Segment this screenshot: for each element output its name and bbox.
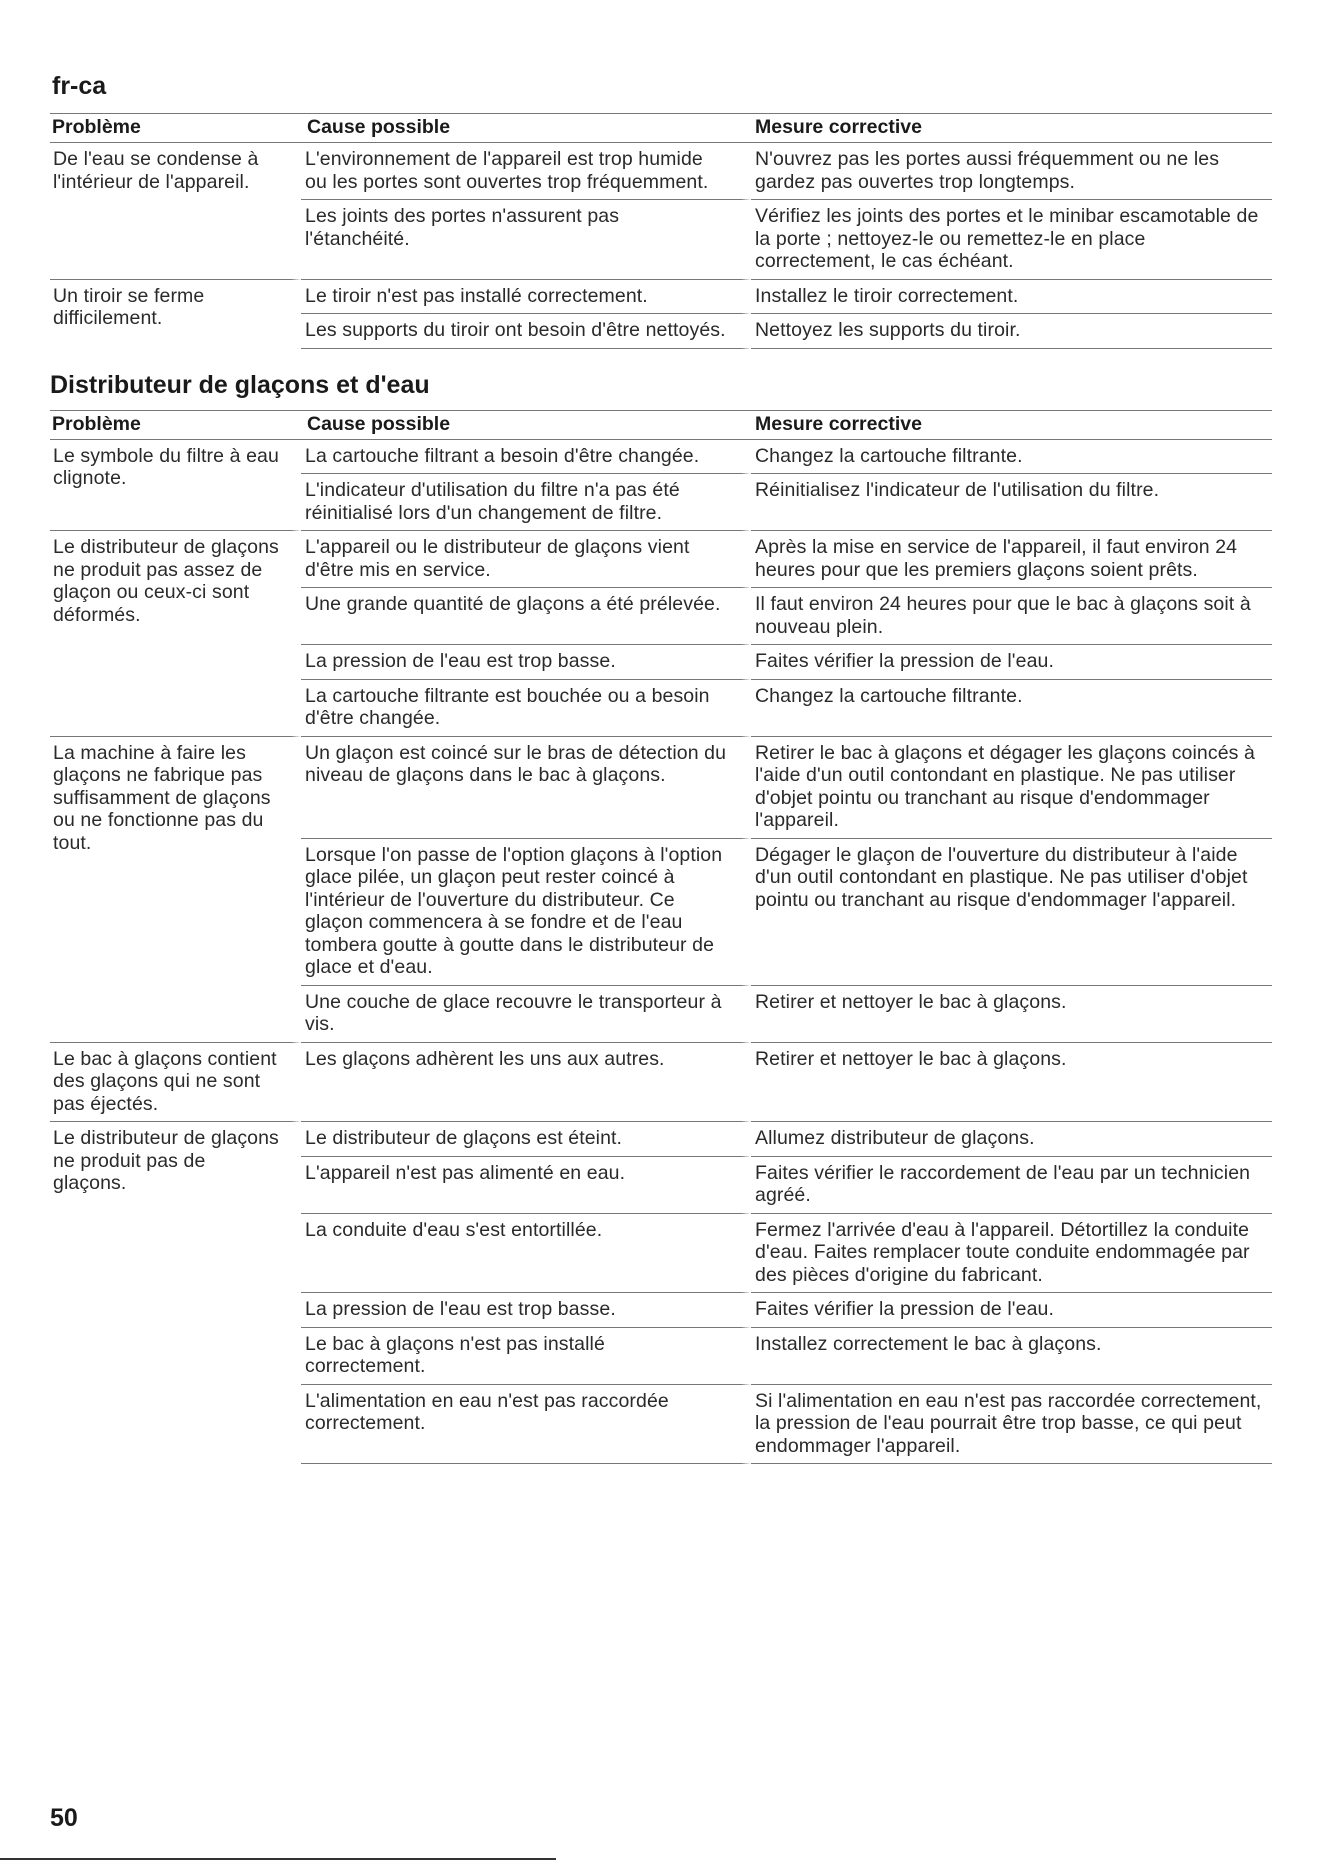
fix-cell: Installez correctement le bac à glaçons.: [751, 1327, 1272, 1384]
cause-cell: L'environnement de l'appareil est trop humide ou les portes sont ouvertes trop fréquemment.: [301, 143, 751, 199]
section-title-ice-water-dispenser: Distributeur de glaçons et d'eau: [50, 370, 430, 399]
problem-cell: De l'eau se condense à l'intérieur de l'appareil.: [50, 143, 301, 279]
problem-cell: Le bac à glaçons contient des glaçons qui ne sont pas éjectés.: [50, 1042, 301, 1122]
cause-cell: La cartouche filtrant a besoin d'être changée.: [301, 440, 751, 474]
problem-cell: La machine à faire les glaçons ne fabrique pas suffisamment de glaçons ou ne fonctionne pas du tout.: [50, 736, 301, 1042]
language-tag: fr-ca: [52, 72, 107, 100]
cause-cell: Le tiroir n'est pas installé correctement.: [301, 279, 751, 314]
cause-cell: La pression de l'eau est trop basse.: [301, 644, 751, 679]
problem-cell: Un tiroir se ferme difficilement.: [50, 279, 301, 349]
cause-cell: L'alimentation en eau n'est pas raccordée correctement.: [301, 1384, 751, 1465]
table-row: [50, 143, 1272, 199]
table-row: [50, 736, 1272, 838]
fix-cell: Faites vérifier le raccordement de l'eau par un technicien agréé.: [751, 1156, 1272, 1213]
cause-cell: La conduite d'eau s'est entortillée.: [301, 1213, 751, 1293]
cause-cell: L'appareil n'est pas alimenté en eau.: [301, 1156, 751, 1213]
header-problem: Problème: [50, 410, 301, 440]
fix-cell: Changez la cartouche filtrante.: [751, 679, 1272, 736]
cause-cell: Lorsque l'on passe de l'option glaçons à l'option glace pilée, un glaçon peut rester coincé à l'intérieur de l'ouverture du distributeur. Ce glaçon commencera à se fondre et de l'eau tombera goutte à goutte dans le distributeur de glace et d'eau.: [301, 838, 751, 985]
cause-cell: Une grande quantité de glaçons a été prélevée.: [301, 587, 751, 644]
header-fix: Mesure corrective: [751, 113, 1272, 143]
fix-cell: Fermez l'arrivée d'eau à l'appareil. Détortillez la conduite d'eau. Faites remplacer toute conduite endommagée par des pièces d'origine du fabricant.: [751, 1213, 1272, 1293]
fix-cell: Réinitialisez l'indicateur de l'utilisation du filtre.: [751, 473, 1272, 530]
manual-page: [50, 72, 1272, 1464]
fix-cell: Retirer et nettoyer le bac à glaçons.: [751, 1042, 1272, 1122]
troubleshooting-table-dispenser: [50, 410, 1272, 1465]
fix-cell: Il faut environ 24 heures pour que le bac à glaçons soit à nouveau plein.: [751, 587, 1272, 644]
fix-cell: Vérifiez les joints des portes et le minibar escamotable de la porte ; nettoyez-le ou remettez-le en place correctement, le cas échéant.: [751, 199, 1272, 279]
troubleshooting-table-general: [50, 113, 1272, 349]
table-header-row: [50, 113, 1272, 143]
header-fix: Mesure corrective: [751, 410, 1272, 440]
cause-cell: Les supports du tiroir ont besoin d'être nettoyés.: [301, 313, 751, 349]
fix-cell: N'ouvrez pas les portes aussi fréquemment ou ne les gardez pas ouvertes trop longtemps.: [755, 148, 1220, 193]
fix-cell: Faites vérifier la pression de l'eau.: [751, 1292, 1272, 1327]
table-body: [50, 440, 1272, 1465]
fix-cell: Nettoyez les supports du tiroir.: [751, 313, 1272, 349]
table-body: [50, 143, 1272, 349]
problem-cell: Le distributeur de glaçons ne produit pas assez de glaçon ou ceux-ci sont déformés.: [50, 530, 301, 736]
page-number: 50: [50, 1804, 78, 1832]
fix-cell: Allumez distributeur de glaçons.: [751, 1121, 1272, 1156]
header-cause: Cause possible: [301, 410, 751, 440]
cause-cell: Les glaçons adhèrent les uns aux autres.: [301, 1042, 751, 1122]
cause-cell: L'indicateur d'utilisation du filtre n'a pas été réinitialisé lors d'un changement de filtre.: [301, 473, 751, 530]
table-row: [50, 279, 1272, 314]
header-cause: Cause possible: [301, 113, 751, 143]
bottom-rule: [0, 1858, 556, 1860]
fix-cell: Retirer et nettoyer le bac à glaçons.: [751, 985, 1272, 1042]
table-row: [50, 1042, 1272, 1122]
header-problem: Problème: [50, 113, 301, 143]
table-header-row: [50, 410, 1272, 440]
fix-cell: Dégager le glaçon de l'ouverture du distributeur à l'aide d'un outil contondant en plastique. Ne pas utiliser d'objet pointu ou tranchant au risque d'endommager l'appareil.: [751, 838, 1272, 985]
table-row: [50, 1121, 1272, 1156]
cause-cell: La pression de l'eau est trop basse.: [301, 1292, 751, 1327]
cause-cell: Un glaçon est coincé sur le bras de détection du niveau de glaçons dans le bac à glaçons.: [301, 736, 751, 838]
problem-cell: Le symbole du filtre à eau clignote.: [50, 440, 301, 531]
cause-cell: Une couche de glace recouvre le transporteur à vis.: [301, 985, 751, 1042]
fix-cell: Si l'alimentation en eau n'est pas raccordée correctement, la pression de l'eau pourrait être trop basse, ce qui peut endommager l'appareil.: [751, 1384, 1272, 1465]
cause-cell: La cartouche filtrante est bouchée ou a besoin d'être changée.: [301, 679, 751, 736]
table-row: [50, 440, 1272, 474]
problem-cell: Le distributeur de glaçons ne produit pas de glaçons.: [50, 1121, 301, 1464]
fix-cell: Après la mise en service de l'appareil, il faut environ 24 heures pour que les premiers glaçons soient prêts.: [751, 530, 1272, 587]
cause-cell: Les joints des portes n'assurent pas l'étanchéité.: [301, 199, 751, 279]
cause-cell: L'appareil ou le distributeur de glaçons vient d'être mis en service.: [301, 530, 751, 587]
cause-cell: Le distributeur de glaçons est éteint.: [301, 1121, 751, 1156]
fix-cell: Installez le tiroir correctement.: [751, 279, 1272, 314]
cause-cell: Le bac à glaçons n'est pas installé correctement.: [301, 1327, 751, 1384]
table-row: [50, 530, 1272, 587]
fix-cell: Faites vérifier la pression de l'eau.: [751, 644, 1272, 679]
fix-cell: Changez la cartouche filtrante.: [755, 444, 1023, 467]
fix-cell: Retirer le bac à glaçons et dégager les glaçons coincés à l'aide d'un outil contondant en plastique. Ne pas utiliser d'objet pointu ou tranchant au risque d'endommager l'appareil.: [751, 736, 1272, 838]
